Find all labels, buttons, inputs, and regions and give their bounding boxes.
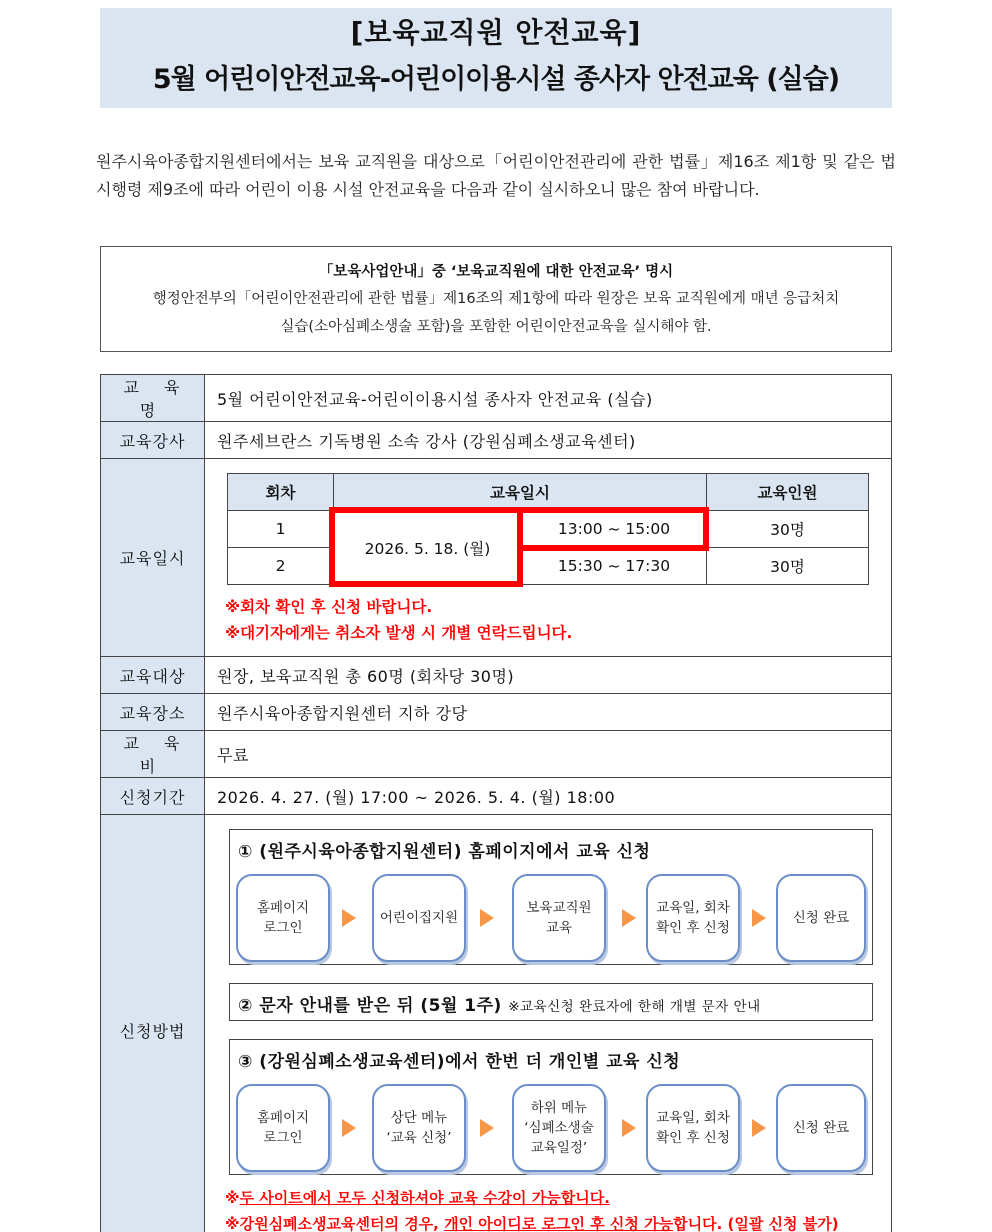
method-note-1: ※두 사이트에서 모두 신청하셔야 교육 수강이 가능합니다. xyxy=(225,1189,610,1207)
method-note-2: ※강원심폐소생교육센터의 경우, 개인 아이디로 로그인 후 신청 가능합니다. (일괄 신청 불가) xyxy=(225,1215,839,1232)
method-cell xyxy=(205,815,892,1232)
label-place: 교육장소 xyxy=(101,694,205,731)
session-1-people: 30명 xyxy=(707,511,869,548)
schedule-note-1: ※회차 확인 후 신청 바랍니다. xyxy=(225,598,433,616)
schedule-table xyxy=(227,473,869,585)
step1-node-1: 홈페이지 로그인 xyxy=(236,874,330,962)
schedule-row-1 xyxy=(228,511,869,548)
value-name: 5월 어린이안전교육-어린이이용시설 종사자 안전교육 (실습) xyxy=(205,375,892,422)
label-fee: 교 육 비 xyxy=(101,731,205,778)
title-line2: 5월 어린이안전교육-어린이이용시설 종사자 안전교육 (실습) xyxy=(152,64,840,95)
label-target: 교육대상 xyxy=(101,657,205,694)
step1-heading: ① (원주시육아종합지원센터) 홈페이지에서 교육 신청 xyxy=(238,842,651,862)
session-1-time: 13:00 ~ 15:00 xyxy=(522,511,707,548)
label-name: 교 육 명 xyxy=(101,375,205,422)
step2-box xyxy=(229,983,873,1021)
step3-node-5: 신청 완료 xyxy=(776,1084,866,1172)
step2-heading: ② 문자 안내를 받은 뒤 (5월 1주) ※교육신청 완료자에 한해 개별 문자 안내 xyxy=(238,996,761,1016)
arrow-right-icon xyxy=(622,909,636,927)
arrow-right-icon xyxy=(342,1119,356,1137)
step3-box xyxy=(229,1039,873,1175)
schedule-cell xyxy=(205,459,892,657)
step3-heading: ③ (강원심폐소생교육센터)에서 한번 더 개인별 교육 신청 xyxy=(238,1052,681,1072)
session-2-people: 30명 xyxy=(707,548,869,585)
row-method xyxy=(101,815,892,1232)
label-instructor: 교육강사 xyxy=(101,422,205,459)
schedule-row-2 xyxy=(228,548,869,585)
session-2-no: 2 xyxy=(228,548,334,585)
session-2-time: 15:30 ~ 17:30 xyxy=(522,548,707,585)
step1-flow xyxy=(236,874,866,962)
arrow-right-icon xyxy=(480,1119,494,1137)
session-1-no: 1 xyxy=(228,511,334,548)
header-people: 교육인원 xyxy=(707,474,869,511)
arrow-right-icon xyxy=(752,909,766,927)
step3-node-4: 교육일, 회차 확인 후 신청 xyxy=(646,1084,740,1172)
row-period xyxy=(101,778,892,815)
arrow-right-icon xyxy=(622,1119,636,1137)
label-schedule: 교육일시 xyxy=(101,459,205,657)
step1-node-3: 보육교직원 교육 xyxy=(512,874,606,962)
row-instructor xyxy=(101,422,892,459)
value-target: 원장, 보육교직원 총 60명 (회차당 30명) xyxy=(205,657,892,694)
header-datetime: 교육일시 xyxy=(334,474,707,511)
arrow-right-icon xyxy=(480,909,494,927)
step3-node-3: 하위 메뉴 ‘심폐소생술 교육일정’ xyxy=(512,1084,606,1172)
notice-line1: 행정안전부의「어린이안전관리에 관한 법률」제16조의 제1항에 따라 원장은 보육 교직원에게 매년 응급처치 xyxy=(152,291,840,307)
step1-node-4: 교육일, 회차 확인 후 신청 xyxy=(646,874,740,962)
step2-small-note: ※교육신청 완료자에 한해 개별 문자 안내 xyxy=(508,999,761,1015)
title-line1: [보육교직원 안전교육] xyxy=(350,16,642,49)
label-method: 신청방법 xyxy=(101,815,205,1232)
arrow-right-icon xyxy=(752,1119,766,1137)
value-period: 2026. 4. 27. (월) 17:00 ~ 2026. 5. 4. (월) 18:00 xyxy=(205,778,892,815)
row-fee xyxy=(101,731,892,778)
step1-box xyxy=(229,829,873,965)
value-place: 원주시육아종합지원센터 지하 강당 xyxy=(205,694,892,731)
arrow-right-icon xyxy=(342,909,356,927)
notice-box xyxy=(100,246,892,352)
schedule-header-row xyxy=(228,474,869,511)
step1-node-5: 신청 완료 xyxy=(776,874,866,962)
step3-node-2: 상단 메뉴 ‘교육 신청’ xyxy=(372,1084,466,1172)
notice-heading: 「보육사업안내」중 ‘보육교직원에 대한 안전교육’ 명시 xyxy=(318,264,674,280)
row-place xyxy=(101,694,892,731)
info-table xyxy=(100,374,892,1232)
intro-paragraph: 원주시육아종합지원센터에서는 보육 교직원을 대상으로「어린이안전관리에 관한 법률」제16조 제1항 및 같은 법 시행령 제9조에 따라 어린이 이용 시설 안전교육을 다음과 같이 실시하오니 많은 참여 바랍니다. xyxy=(96,152,896,199)
label-period: 신청기간 xyxy=(101,778,205,815)
session-date: 2026. 5. 18. (월) xyxy=(334,511,522,585)
row-name xyxy=(101,375,892,422)
header-round: 회차 xyxy=(228,474,334,511)
value-fee: 무료 xyxy=(205,731,892,778)
notice-line2: 실습(소아심폐소생술 포함)을 포함한 어린이안전교육을 실시해야 함. xyxy=(280,319,712,335)
step1-node-2: 어린이집지원 xyxy=(372,874,466,962)
step3-node-1: 홈페이지 로그인 xyxy=(236,1084,330,1172)
title-banner xyxy=(100,8,892,108)
row-target xyxy=(101,657,892,694)
schedule-note-2: ※대기자에게는 취소자 발생 시 개별 연락드립니다. xyxy=(225,624,573,642)
value-instructor: 원주세브란스 기독병원 소속 강사 (강원심폐소생교육센터) xyxy=(205,422,892,459)
row-schedule xyxy=(101,459,892,657)
step3-flow xyxy=(236,1084,866,1172)
